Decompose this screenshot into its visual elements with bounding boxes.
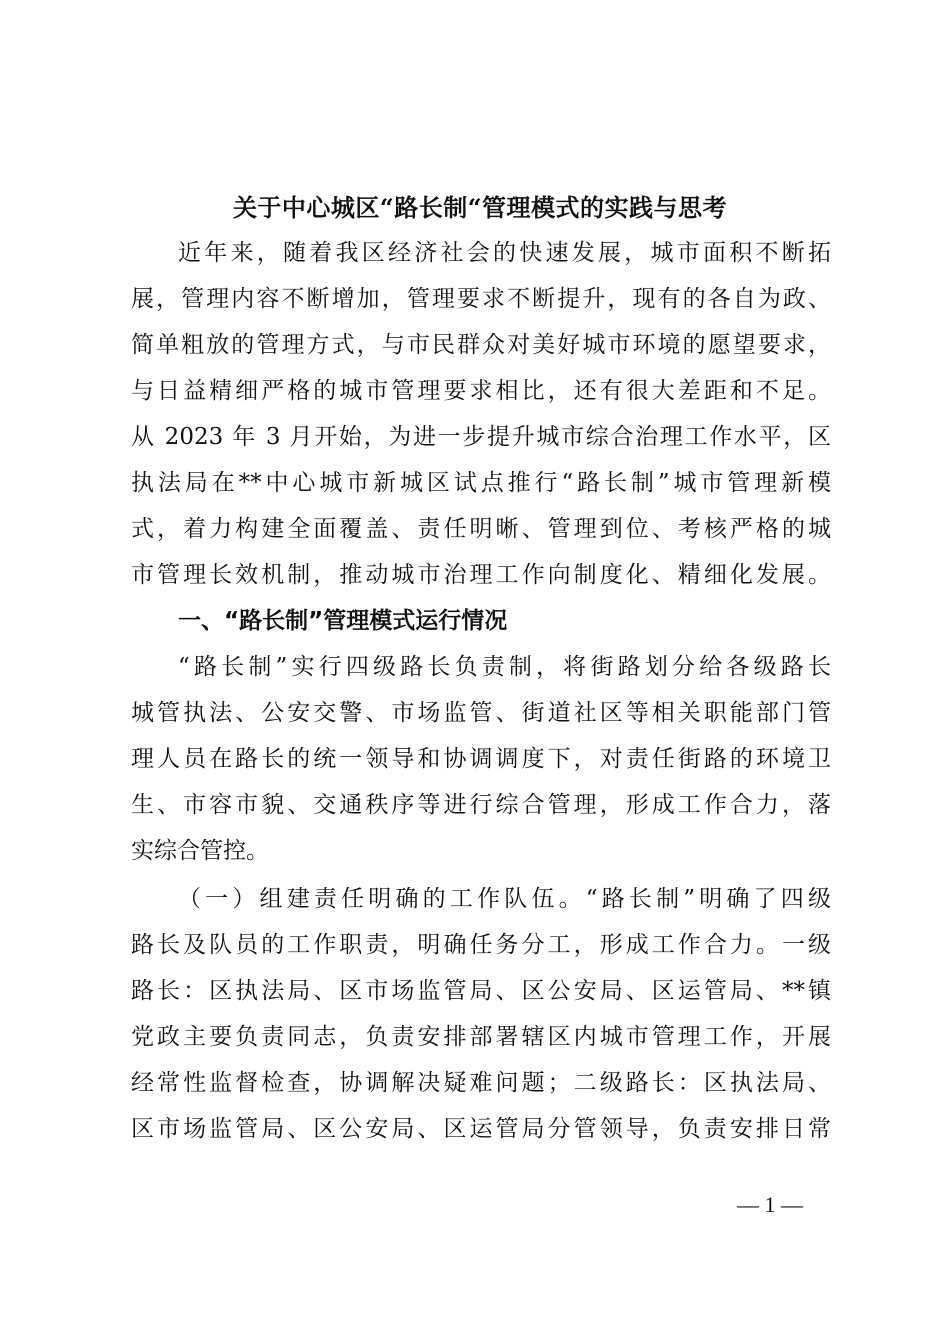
paragraph-line: 从 2023 年 3 月开始，为进一步提升城市综合治理工作水平，区 — [131, 424, 831, 450]
paragraph-line: （一）组建责任明确的工作队伍。“路长制”明确了四级 — [178, 886, 831, 912]
paragraph-line: 区市场监管局、区公安局、区运管局分管领导，负责安排日常 — [131, 1116, 831, 1142]
paragraph-line: 党政主要负责同志，负责安排部署辖区内城市管理工作，开展 — [131, 1024, 831, 1050]
paragraph-line: 执法局在**中心城市新城区试点推行“路长制”城市管理新模 — [131, 470, 831, 496]
document-title: 关于中心城区“路长制“管理模式的实践与思考 — [232, 193, 728, 222]
paragraph-line: 近年来，随着我区经济社会的快速发展，城市面积不断拓 — [178, 240, 831, 266]
paragraph-line: 市管理长效机制，推动城市治理工作向制度化、精细化发展。 — [131, 562, 831, 588]
paragraph-line: 理人员在路长的统一领导和协调调度下，对责任街路的环境卫 — [131, 746, 831, 772]
paragraph-line: 式，着力构建全面覆盖、责任明晰、管理到位、考核严格的城 — [131, 516, 831, 542]
paragraph-line: 路长及队员的工作职责，明确任务分工，形成工作合力。一级 — [131, 932, 831, 958]
paragraph-line: 生、市容市貌、交通秩序等进行综合管理，形成工作合力，落 — [131, 792, 831, 818]
paragraph-line: 简单粗放的管理方式，与市民群众对美好城市环境的愿望要求， — [131, 332, 831, 358]
paragraph-line: 展，管理内容不断增加，管理要求不断提升，现有的各自为政、 — [131, 286, 831, 312]
paragraph-line: “路长制”实行四级路长负责制，将街路划分给各级路长 — [178, 654, 831, 680]
paragraph-line: 路长：区执法局、区市场监管局、区公安局、区运管局、**镇 — [131, 978, 831, 1004]
paragraph-line: 实综合管控。 — [131, 838, 269, 864]
section-heading: 一、“路长制”管理模式运行情况 — [178, 608, 508, 634]
paragraph-line: 经常性监督检查，协调解决疑难问题；二级路长：区执法局、 — [131, 1070, 831, 1096]
page-number: — 1 — — [737, 1192, 803, 1217]
paragraph-line: 城管执法、公安交警、市场监管、街道社区等相关职能部门管 — [131, 700, 831, 726]
paragraph-line: 与日益精细严格的城市管理要求相比，还有很大差距和不足。 — [131, 378, 831, 404]
